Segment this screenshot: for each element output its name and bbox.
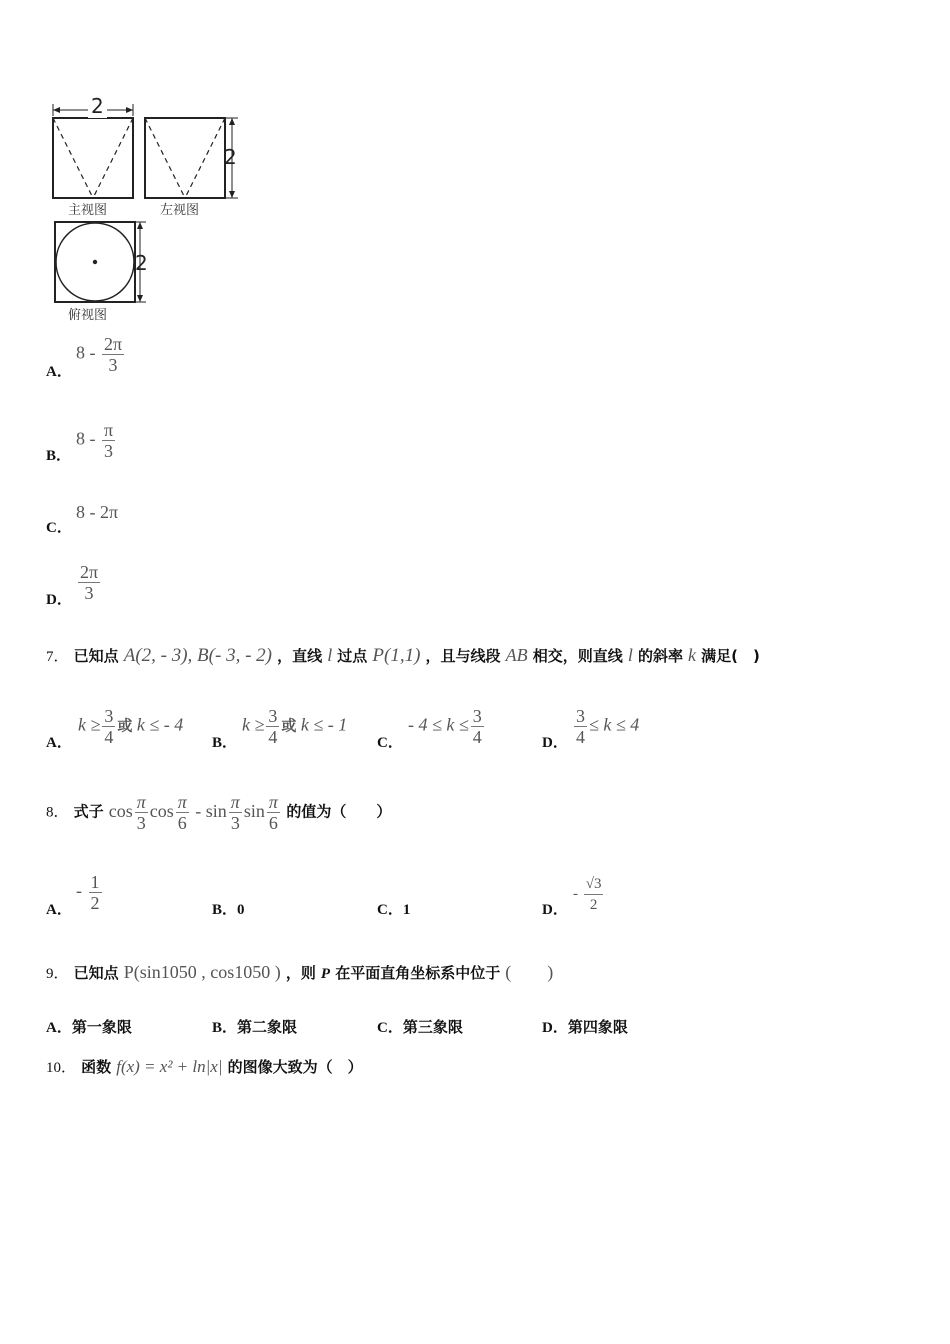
q7-a-den: 4: [104, 727, 114, 747]
q9-option-d[interactable]: [542, 1016, 628, 1037]
q6-a-fraction: [102, 334, 124, 375]
q8-d-sign: -: [573, 885, 578, 902]
q7-b-post: k ≤ - 1: [300, 714, 348, 735]
q8-option-a-expr: [76, 872, 104, 913]
q7-text-3: 过点: [337, 647, 368, 665]
q7-number: 7．: [46, 649, 69, 665]
q7-b-or: 或: [281, 716, 297, 735]
q10-number: 10．: [46, 1060, 77, 1076]
q8-a-num: 1: [90, 872, 100, 892]
q6-a-num: 2π: [104, 334, 123, 354]
q7-line-l: l: [327, 645, 333, 665]
q7-a-post: k ≤ - 4: [136, 714, 184, 735]
q7-option-c-letter[interactable]: C．: [377, 735, 403, 751]
q8-option-b-value: 0: [237, 902, 245, 918]
q8-frac-1-num: π: [136, 792, 146, 812]
q9-text-2: ，则: [285, 964, 316, 982]
q9-option-d-text: 第四象限: [567, 1018, 628, 1036]
q8-frac-3-den: 3: [230, 813, 240, 833]
q8-cos-1: cos: [108, 800, 133, 821]
q7-d-post: ≤ k ≤ 4: [589, 714, 640, 735]
q8-frac-4: [267, 792, 280, 833]
q8-frac-4-num: π: [268, 792, 278, 812]
q8-d-num: √3: [584, 874, 604, 895]
q8-frac-1: [135, 792, 148, 833]
q8-option-b-letter: B．: [212, 902, 238, 918]
q9-option-b-letter: B．: [212, 1020, 238, 1036]
dim-height-side-label: 2: [224, 145, 237, 169]
q8-frac-2: [176, 792, 189, 833]
q9-option-a[interactable]: [46, 1016, 132, 1037]
q7-text-4: ，且与线段: [425, 647, 501, 665]
q7-a-fraction: [102, 706, 115, 747]
front-view-label: 主视图: [68, 203, 108, 218]
q7-c-den: 4: [472, 727, 482, 747]
q6-b-fraction: [102, 420, 115, 461]
q7-c-pre: - 4 ≤ k ≤: [408, 714, 469, 735]
q8-frac-3-num: π: [230, 792, 240, 812]
q8-option-b[interactable]: [212, 898, 245, 919]
q8-frac-2-num: π: [177, 792, 187, 812]
q9-option-c-letter: C．: [377, 1020, 403, 1036]
q8-minus: -: [195, 800, 202, 821]
q7-option-c-expr: [408, 706, 486, 747]
q7-text-5: 相交，则直线: [532, 647, 623, 665]
dim-height-top-label: 2: [135, 251, 148, 275]
q7-option-b-expr: [242, 706, 347, 747]
q8-number: 8．: [46, 804, 69, 821]
q6-option-c-letter[interactable]: C．: [46, 520, 72, 536]
q7-b-pre: k ≥: [242, 714, 265, 735]
q7-b-num: 3: [268, 706, 278, 726]
q10-stem: [46, 1056, 363, 1077]
q6-d-num: 2π: [80, 562, 99, 582]
q7-b-fraction: [266, 706, 279, 747]
q6-option-b-letter[interactable]: B．: [46, 448, 72, 464]
q7-text-2: ，直线: [277, 647, 323, 665]
q6-option-d-letter[interactable]: D．: [46, 592, 72, 608]
q8-stem: [46, 792, 391, 833]
q9-text-1: 已知点: [73, 964, 119, 982]
q10-text-2: 的图像大致为（ ）: [227, 1058, 363, 1076]
q8-a-den: 2: [90, 893, 100, 913]
q8-a-sign: -: [76, 880, 82, 901]
q9-paren: ( ): [505, 962, 554, 982]
q8-option-d-expr: [573, 874, 605, 915]
apex-dot: [93, 260, 97, 264]
q9-option-c-text: 第三象限: [402, 1018, 463, 1036]
front-view: [53, 104, 133, 198]
q6-a-whole: 8 -: [76, 342, 96, 363]
q7-d-den: 4: [576, 727, 585, 747]
q8-sin-2: sin: [243, 800, 265, 821]
q7-c-fraction: [471, 706, 484, 747]
q8-sin-1: sin: [205, 800, 227, 821]
q8-a-fraction: [89, 872, 102, 913]
dim-width-label: 2: [88, 94, 107, 118]
q7-c-num: 3: [472, 706, 482, 726]
q8-expression: [108, 792, 287, 833]
q8-d-fraction: [584, 874, 604, 915]
q6-option-b-expr: [76, 420, 117, 461]
top-view: [55, 222, 146, 302]
q7-text-1: 已知点: [73, 647, 119, 665]
q6-b-whole: 8 -: [76, 428, 96, 449]
q8-option-d-letter[interactable]: D．: [542, 902, 568, 918]
q6-a-den: 3: [108, 355, 118, 375]
q7-option-d-expr: [572, 706, 639, 747]
q9-number: 9．: [46, 966, 69, 982]
q7-option-a-expr: [78, 706, 183, 747]
q8-frac-2-den: 6: [177, 813, 187, 833]
q8-option-c-letter: C．: [377, 902, 403, 918]
q7-option-a-letter[interactable]: A．: [46, 735, 72, 751]
q8-d-den: 2: [589, 897, 598, 913]
q9-option-a-letter: A．: [46, 1020, 72, 1036]
q9-stem: [46, 958, 553, 984]
q7-points: A(2, - 3), B(- 3, - 2): [123, 645, 272, 666]
q9-option-a-text: 第一象限: [71, 1018, 132, 1036]
q7-a-pre: k ≥: [78, 714, 101, 735]
q7-a-or: 或: [117, 716, 133, 735]
q9-option-b[interactable]: [212, 1016, 297, 1037]
q8-text-2: 的值为（ ）: [286, 802, 392, 821]
q7-text-7: 满足( ): [701, 647, 760, 665]
q6-b-num: π: [104, 420, 114, 440]
q8-frac-1-den: 3: [136, 813, 146, 833]
q7-option-b-letter[interactable]: B．: [212, 735, 238, 751]
q7-text-6: 的斜率: [637, 647, 683, 665]
q6-b-den: 3: [104, 441, 114, 461]
q6-d-den: 3: [84, 583, 94, 603]
q7-option-d-letter[interactable]: D．: [542, 735, 568, 751]
q7-slope-k: k: [688, 645, 697, 665]
q8-frac-3: [229, 792, 242, 833]
q7-point-p: P(1,1): [372, 645, 421, 666]
q9-option-b-text: 第二象限: [237, 1018, 298, 1036]
q8-text-1: 式子: [73, 802, 104, 821]
q7-d-fraction: [574, 706, 587, 747]
q8-option-a-letter[interactable]: A．: [46, 902, 72, 918]
q7-d-num: 3: [576, 706, 585, 726]
q9-option-c[interactable]: [377, 1016, 463, 1037]
q6-option-a-letter[interactable]: A．: [46, 364, 72, 380]
q9-point: P(sin1050 , cos1050 ): [123, 962, 281, 982]
q6-option-d-expr: [76, 562, 102, 603]
q7-line-l-2: l: [627, 645, 633, 665]
q9-option-d-letter: D．: [542, 1020, 568, 1036]
q9-point-p: P: [320, 966, 331, 982]
q6-d-fraction: [78, 562, 100, 603]
q6-option-c-expr: 8 - 2π: [76, 502, 119, 522]
q9-text-3: 在平面直角坐标系中位于: [335, 964, 501, 982]
q10-function: f(x) = x² + ln|x|: [116, 1057, 223, 1076]
q8-cos-2: cos: [149, 800, 174, 821]
q7-b-den: 4: [268, 727, 278, 747]
top-view-label: 俯视图: [68, 308, 108, 323]
q8-option-c[interactable]: [377, 898, 410, 919]
q8-option-c-value: 1: [402, 902, 411, 918]
side-view-label: 左视图: [160, 203, 200, 218]
q7-segment-ab: AB: [505, 645, 528, 665]
q7-stem: [46, 645, 760, 667]
q10-text-1: 函数: [81, 1058, 112, 1076]
q8-frac-4-den: 6: [268, 813, 278, 833]
q6-option-a-expr: [76, 334, 126, 375]
q7-a-num: 3: [104, 706, 114, 726]
